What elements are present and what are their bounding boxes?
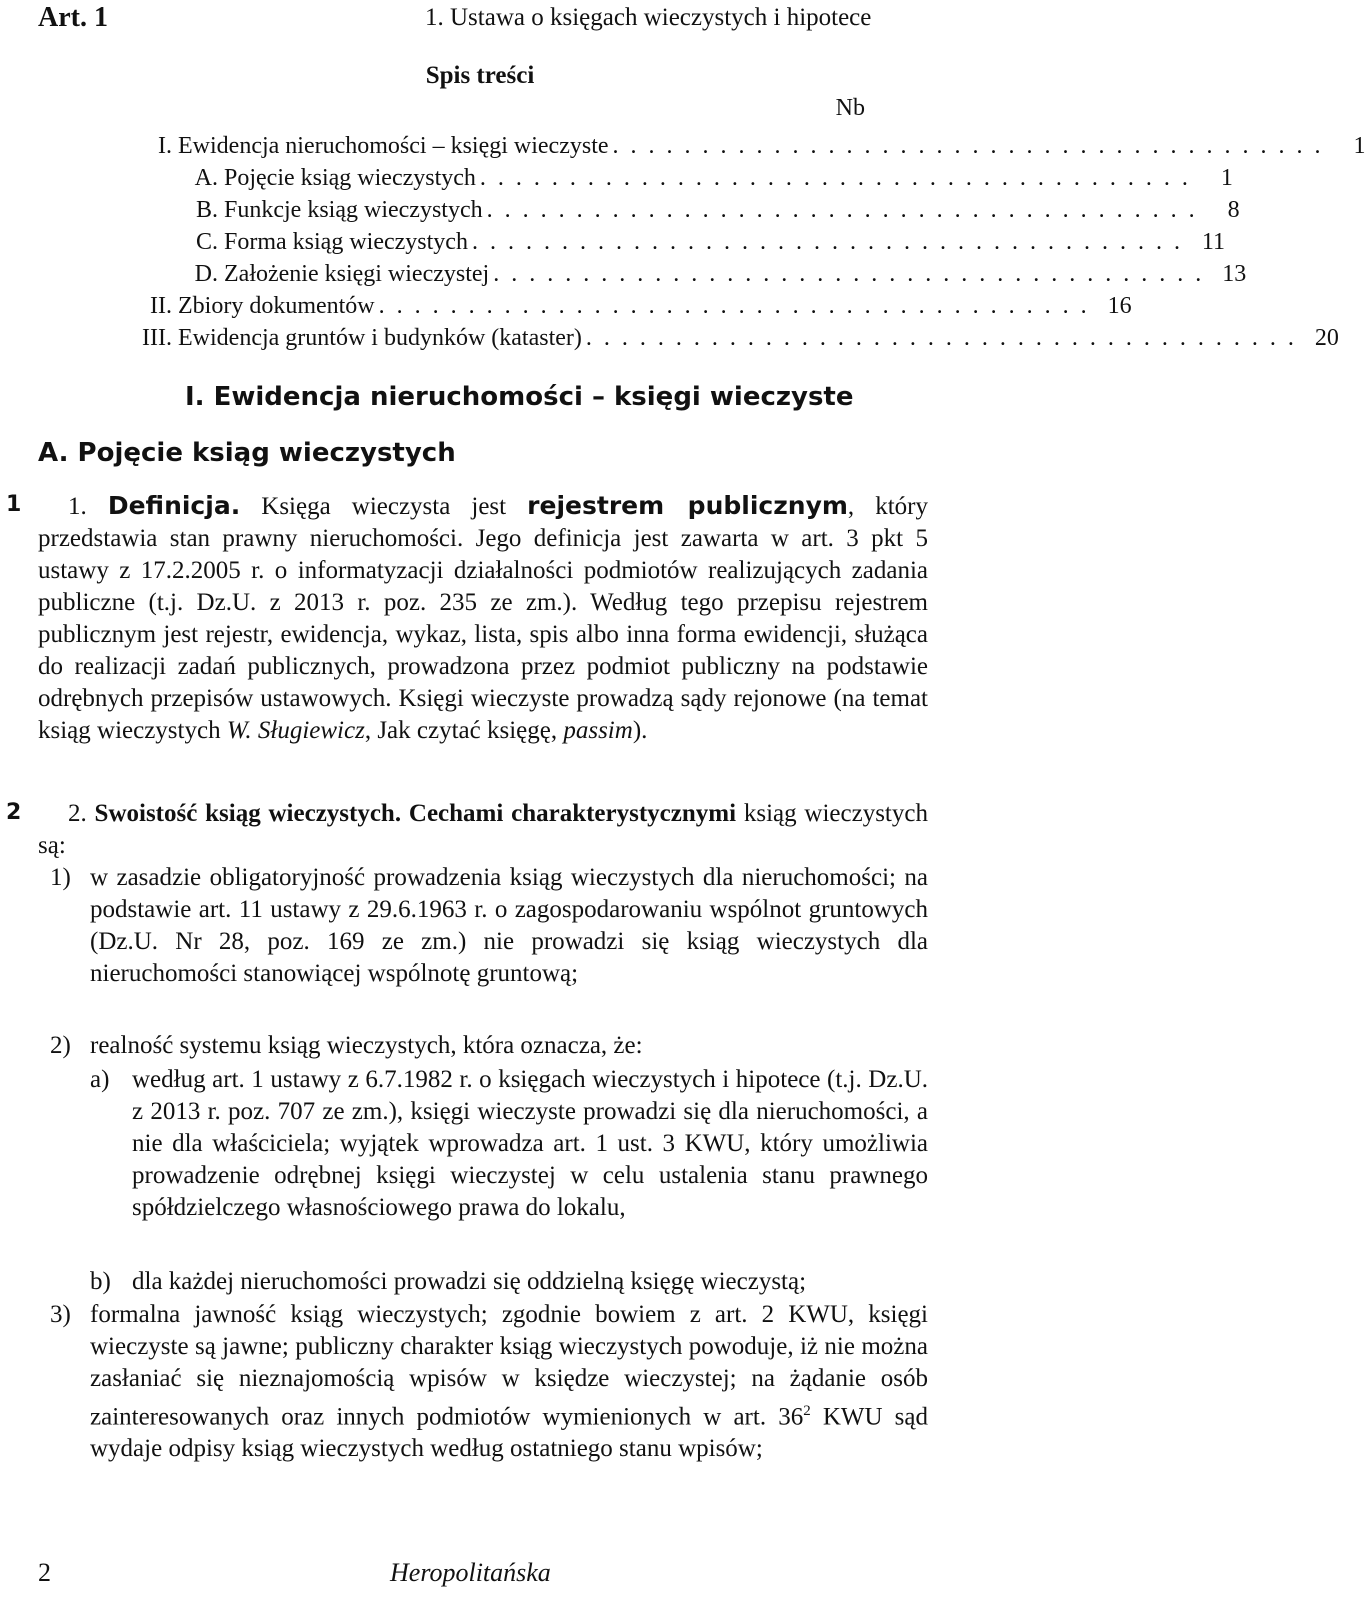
paragraph-definition	[38, 490, 928, 747]
toc-entry[interactable]	[0, 261, 1247, 293]
paragraph-features	[38, 798, 928, 862]
list-item: w zasadzie obligatoryjność prowadzenia ksiąg wieczystych dla nieruchomości; na podstawie art. 11 ustawy z 29.6.1963 r. o zagospodarowaniu wspólnot gruntowych (Dz.U. Nr 28, poz. 169 ze zm.) nie prowadzi się ksiąg wieczystych dla nieruchomości stanowiącej wspólnotę gruntową;	[90, 864, 928, 987]
toc-entry-title: Ewidencja gruntów i budynków (kataster)	[178, 325, 582, 351]
toc-entry-number: II.	[150, 293, 172, 319]
toc-entry-title: Funkcje ksiąg wieczystych	[224, 197, 483, 223]
list-item: dla każdej nieruchomości prowadzi się oddzielną księgę wieczystą;	[132, 1268, 807, 1295]
toc-entry[interactable]	[0, 229, 1225, 261]
toc-leader-dots: . . . . . . . . . . . . . . . . . . . . . . . . . . . . . . . . . . . . . . . .	[612, 133, 1324, 159]
toc-entry-page: 1	[1220, 165, 1233, 191]
toc-entry[interactable]	[0, 133, 1366, 165]
para-bold-term: rejestrem publicznym	[527, 491, 848, 520]
toc-entry-number: C.	[195, 229, 218, 255]
toc-leader-dots: . . . . . . . . . . . . . . . . . . . . . . . . . . . . . . . . . . . . . . . .	[585, 325, 1297, 351]
list-marker: 2)	[50, 1032, 71, 1059]
toc-leader-dots: . . . . . . . . . . . . . . . . . . . . . . . . . . . . . . . . . . . . . . . .	[471, 229, 1183, 255]
para-lead-in: Definicja.	[107, 491, 241, 520]
list-item	[90, 1299, 928, 1465]
para-text: ksiąg wieczystych są:	[38, 800, 928, 859]
para-number: 2.	[68, 800, 95, 827]
toc-entry-page: 1	[1353, 133, 1366, 159]
article-label: Art. 1	[38, 2, 108, 33]
para-bold-term: Cechami charakterystycznymi	[408, 800, 737, 827]
list-marker: 3)	[50, 1301, 71, 1328]
para-text: , który przedstawia stan prawny nieruchomości. Jego definicja jest zawarta w art. 3 pkt 5 ustawy z 17.2.2005 r. o informatyzacji działalności podmiotów realizujących zadania publiczne (t.j. Dz.U. z 2013 r. poz. 235 ze zm.). Według tego przepisu rejestrem publicznym jest rejestr, ewidencja, wykaz, lista, spis albo inna forma ewidencji, służąca do realizacji zadań publicznych, prowadzona przez podmiot publiczny na podstawie odrębnych przepisów ustawowych. Księgi wieczyste prowadzą sądy rejonowe (na temat ksiąg wieczystych	[38, 493, 929, 744]
toc-entry[interactable]	[0, 197, 1240, 229]
toc-nb-label: Nb	[835, 95, 865, 121]
list-item-text: KWU sąd wydaje odpisy ksiąg wieczystych według ostatniego stanu wpisów;	[90, 1403, 928, 1463]
toc-leader-dots: . . . . . . . . . . . . . . . . . . . . . . . . . . . . . . . . . . . . . . . .	[378, 293, 1090, 319]
para-text: ).	[632, 717, 648, 744]
para-author-reference: W. Sługiewicz	[226, 717, 365, 744]
toc-entry-title: Forma ksiąg wieczystych	[224, 229, 468, 255]
toc-leader-dots: . . . . . . . . . . . . . . . . . . . . . . . . . . . . . . . . . . . . . . . .	[493, 261, 1205, 287]
toc-entry-title: Ewidencja nieruchomości – księgi wieczyste	[178, 133, 609, 159]
toc-entry-title: Zbiory dokumentów	[178, 293, 375, 319]
para-text	[401, 800, 409, 827]
toc-entry-title: Pojęcie ksiąg wieczystych	[224, 165, 476, 191]
toc-entry-number: D.	[194, 261, 218, 287]
toc-entry-number: A.	[194, 165, 218, 191]
toc-entry[interactable]	[0, 293, 1132, 325]
toc-entry-page: 16	[1107, 293, 1132, 319]
toc-entry-page: 11	[1201, 229, 1225, 255]
running-head: 1. Ustawa o księgach wieczystych i hipotece	[425, 4, 872, 31]
toc-entry-number: III.	[142, 325, 172, 351]
para-text: Księga wieczysta jest	[240, 493, 528, 520]
para-text: , Jak czytać księgę,	[364, 717, 564, 744]
toc-entry-number: B.	[195, 197, 218, 223]
para-italic: passim	[563, 717, 633, 744]
list-marker: 1)	[50, 864, 71, 891]
subsection-heading: A. Pojęcie ksiąg wieczystych	[38, 438, 456, 468]
toc-entry[interactable]	[0, 165, 1233, 197]
toc-leader-dots: . . . . . . . . . . . . . . . . . . . . . . . . . . . . . . . . . . . . . . . .	[486, 197, 1198, 223]
toc-entry[interactable]	[0, 325, 1339, 357]
toc-entry-number: I.	[158, 133, 172, 159]
section-heading: I. Ewidencja nieruchomości – księgi wieczyste	[185, 382, 854, 412]
list-item-text: formalna jawność ksiąg wieczystych; zgodnie bowiem z art. 2 KWU, księgi wieczyste są jawne; publiczny charakter ksiąg wieczystych powoduje, iż nie można zasłaniać się nieznajomością wpisów w księdze wieczystej; na żądanie osób zainteresowanych oraz innych podmiotów wymienionych w art. 36	[90, 1301, 928, 1431]
list-marker: b)	[90, 1268, 111, 1295]
list-item: według art. 1 ustawy z 6.7.1982 r. o księgach wieczystych i hipotece (t.j. Dz.U. z 2013 r. poz. 707 ze zm.), księgi wieczyste prowadzi się dla nieruchomości, a nie dla właściciela; wyjątek wprowadza art. 1 ust. 3 KWU, który umożliwia prowadzenie odrębnej księgi wieczystej w celu ustalenia stanu prawnego spółdzielczego własnościowego prawa do lokalu,	[132, 1066, 928, 1221]
para-number: 1.	[68, 493, 108, 520]
para-bold-term: Swoistość ksiąg wieczystych.	[94, 800, 402, 827]
toc-title: Spis treści	[425, 62, 535, 89]
toc-entry-title: Założenie księgi wieczystej	[224, 261, 490, 287]
toc-entry-page: 8	[1227, 197, 1240, 223]
list-item: realność systemu ksiąg wieczystych, która oznacza, że:	[90, 1032, 643, 1059]
toc-entry-page: 20	[1314, 325, 1339, 351]
toc-entry-page: 13	[1222, 261, 1247, 287]
list-marker: a)	[90, 1066, 110, 1093]
superscript: 2	[803, 1403, 811, 1419]
footer-author: Heropolitańska	[390, 1558, 551, 1587]
margin-number: 1	[6, 492, 22, 517]
toc-leader-dots: . . . . . . . . . . . . . . . . . . . . . . . . . . . . . . . . . . . . . . . .	[479, 165, 1191, 191]
margin-number: 2	[6, 800, 22, 825]
page-number: 2	[38, 1558, 51, 1587]
